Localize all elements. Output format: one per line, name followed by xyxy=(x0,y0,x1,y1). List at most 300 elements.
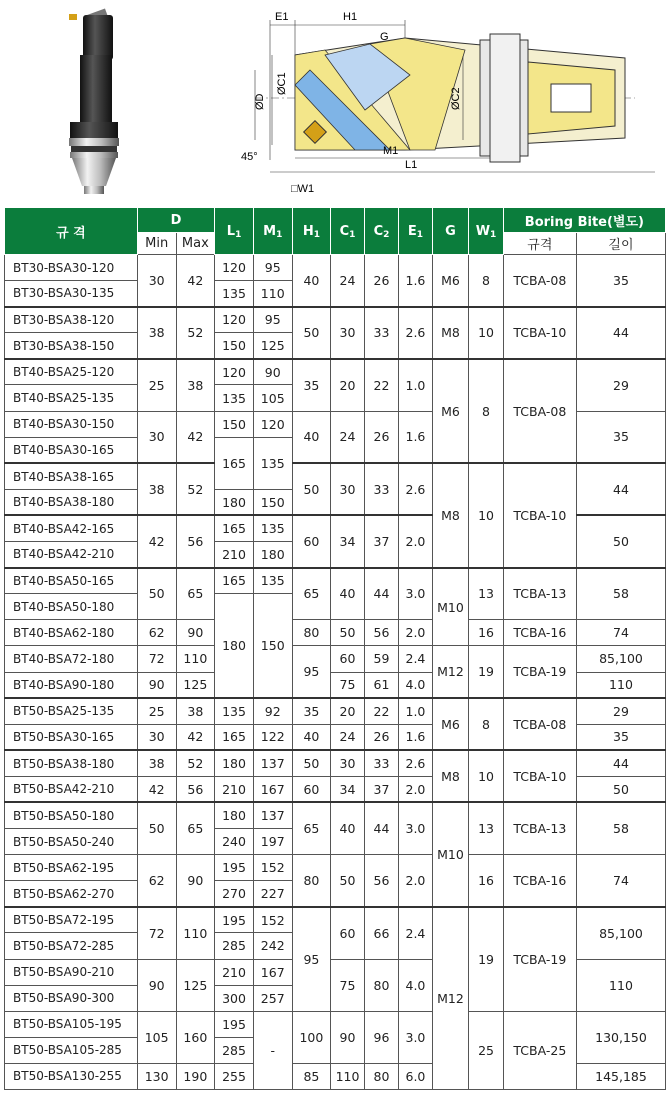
cell-l1: 165 xyxy=(215,515,254,541)
cell-bite: TCBA-10 xyxy=(503,463,576,567)
cell-dmax: 65 xyxy=(176,802,215,854)
cell-dmin: 30 xyxy=(137,255,176,307)
cell-c2: 26 xyxy=(364,411,399,463)
cell-model: BT50-BSA30-165 xyxy=(5,724,138,750)
cell-h1: 35 xyxy=(292,359,331,411)
cell-bite: TCBA-16 xyxy=(503,855,576,907)
cell-l1: 195 xyxy=(215,855,254,881)
cell-w1: 16 xyxy=(469,855,504,907)
cell-dmin: 38 xyxy=(137,463,176,515)
cell-e1: 2.0 xyxy=(399,515,432,567)
cell-l1: 285 xyxy=(215,1037,254,1063)
cell-c2: 44 xyxy=(364,568,399,620)
cell-l1: 135 xyxy=(215,281,254,307)
cell-dmin: 90 xyxy=(137,672,176,698)
cell-g: M12 xyxy=(432,646,469,698)
cell-m1: 242 xyxy=(253,933,292,959)
cell-len: 44 xyxy=(576,307,665,359)
header-d: D xyxy=(137,208,214,233)
cell-w1: 16 xyxy=(469,620,504,646)
cell-c2: 59 xyxy=(364,646,399,672)
cell-e1: 4.0 xyxy=(399,959,432,1011)
cell-m1: 135 xyxy=(253,568,292,594)
cell-e1: 1.6 xyxy=(399,411,432,463)
cell-c1: 110 xyxy=(331,1063,364,1089)
cell-e1: 2.6 xyxy=(399,463,432,515)
cell-len: 85,100 xyxy=(576,646,665,672)
cell-h1: 100 xyxy=(292,1011,331,1063)
cell-l1: 240 xyxy=(215,829,254,855)
cell-dmax: 52 xyxy=(176,307,215,359)
cell-model: BT50-BSA50-240 xyxy=(5,829,138,855)
cell-c1: 75 xyxy=(331,959,364,1011)
label-phi-d: ØD xyxy=(254,93,266,110)
cell-c1: 20 xyxy=(331,698,364,724)
cell-e1: 1.0 xyxy=(399,698,432,724)
cell-dmax: 52 xyxy=(176,750,215,776)
cell-e1: 2.0 xyxy=(399,620,432,646)
cell-m1: - xyxy=(253,1011,292,1089)
header-m1: $M_1$ xyxy=(253,208,292,255)
cell-c1: 34 xyxy=(331,515,364,567)
cell-g: M6 xyxy=(432,698,469,750)
cell-l1: 255 xyxy=(215,1063,254,1089)
cell-l1: 165 xyxy=(215,724,254,750)
cell-w1: 10 xyxy=(469,463,504,567)
cell-l1: 135 xyxy=(215,698,254,724)
cell-l1: 150 xyxy=(215,333,254,359)
cell-c2: 22 xyxy=(364,698,399,724)
cell-c1: 30 xyxy=(331,750,364,776)
cell-bite: TCBA-10 xyxy=(503,750,576,802)
cell-len: 44 xyxy=(576,750,665,776)
cell-len: 130,150 xyxy=(576,1011,665,1063)
cell-model: BT30-BSA30-120 xyxy=(5,255,138,281)
cell-m1: 135 xyxy=(253,515,292,541)
cell-model: BT40-BSA30-165 xyxy=(5,437,138,463)
cell-model: BT40-BSA50-165 xyxy=(5,568,138,594)
cell-h1: 80 xyxy=(292,620,331,646)
cell-c1: 30 xyxy=(331,463,364,515)
cell-c1: 24 xyxy=(331,255,364,307)
cell-len: 29 xyxy=(576,359,665,411)
cell-m1: 167 xyxy=(253,959,292,985)
cell-dmax: 125 xyxy=(176,672,215,698)
cell-l1: 120 xyxy=(215,255,254,281)
cell-l1: 165 xyxy=(215,437,254,489)
cell-e1: 3.0 xyxy=(399,802,432,854)
cell-model: BT50-BSA42-210 xyxy=(5,776,138,802)
cell-l1: 150 xyxy=(215,411,254,437)
cell-m1: 135 xyxy=(253,437,292,489)
cell-c1: 20 xyxy=(331,359,364,411)
cell-len: 35 xyxy=(576,724,665,750)
cell-e1: 2.4 xyxy=(399,907,432,959)
cell-len: 44 xyxy=(576,463,665,515)
header-l1: $L_1$ xyxy=(215,208,254,255)
cell-w1: 10 xyxy=(469,750,504,802)
label-phi-c1: ØC1 xyxy=(276,72,288,95)
cell-c2: 37 xyxy=(364,515,399,567)
cell-dmin: 72 xyxy=(137,907,176,959)
cell-model: BT50-BSA90-210 xyxy=(5,959,138,985)
cell-m1: 95 xyxy=(253,307,292,333)
table-row xyxy=(5,698,666,724)
cell-len: 74 xyxy=(576,620,665,646)
table-row xyxy=(5,855,666,881)
cell-h1: 95 xyxy=(292,907,331,1011)
cell-h1: 40 xyxy=(292,255,331,307)
cell-bite: TCBA-19 xyxy=(503,907,576,1011)
cell-model: BT50-BSA90-300 xyxy=(5,985,138,1011)
cell-bite: TCBA-16 xyxy=(503,620,576,646)
cell-len: 58 xyxy=(576,802,665,854)
cell-w1: 19 xyxy=(469,907,504,1011)
cell-m1: 120 xyxy=(253,411,292,437)
header-e1: $E_1$ xyxy=(399,208,432,255)
cell-m1: 180 xyxy=(253,542,292,568)
cell-e1: 3.0 xyxy=(399,1011,432,1063)
cell-m1: 152 xyxy=(253,855,292,881)
cell-l1: 180 xyxy=(215,594,254,698)
cell-dmax: 42 xyxy=(176,411,215,463)
cell-len: 35 xyxy=(576,411,665,463)
cell-c1: 24 xyxy=(331,411,364,463)
cell-h1: 85 xyxy=(292,1063,331,1089)
cell-dmax: 56 xyxy=(176,776,215,802)
cell-model: BT40-BSA25-120 xyxy=(5,359,138,385)
cell-h1: 80 xyxy=(292,855,331,907)
cell-l1: 135 xyxy=(215,385,254,411)
cell-m1: 167 xyxy=(253,776,292,802)
label-l1: L1 xyxy=(405,159,418,171)
illustration-area xyxy=(0,0,670,205)
cell-dmax: 52 xyxy=(176,463,215,515)
cell-len: 35 xyxy=(576,255,665,307)
cell-l1: 300 xyxy=(215,985,254,1011)
cell-dmax: 38 xyxy=(176,359,215,411)
label-phi-c2: ØC2 xyxy=(450,87,462,110)
table-row xyxy=(5,750,666,776)
header-boring-bite: Boring Bite(별도) xyxy=(503,208,665,233)
cell-model: BT50-BSA62-195 xyxy=(5,855,138,881)
cell-c1: 30 xyxy=(331,307,364,359)
cell-c2: 26 xyxy=(364,255,399,307)
cell-c2: 33 xyxy=(364,307,399,359)
label-h1: H1 xyxy=(343,11,358,23)
table-body xyxy=(5,255,666,1090)
cell-w1: 8 xyxy=(469,359,504,463)
cell-m1: 92 xyxy=(253,698,292,724)
cell-dmin: 42 xyxy=(137,776,176,802)
cell-w1: 19 xyxy=(469,646,504,698)
cell-len: 50 xyxy=(576,515,665,567)
cell-e1: 2.0 xyxy=(399,776,432,802)
cell-dmax: 90 xyxy=(176,620,215,646)
cell-c2: 22 xyxy=(364,359,399,411)
cell-dmin: 62 xyxy=(137,620,176,646)
cell-h1: 65 xyxy=(292,802,331,854)
cell-bite: TCBA-13 xyxy=(503,568,576,620)
header-d-min: Min xyxy=(137,233,176,255)
cell-model: BT40-BSA38-165 xyxy=(5,463,138,489)
cell-c2: 61 xyxy=(364,672,399,698)
cell-c1: 34 xyxy=(331,776,364,802)
cell-c2: 33 xyxy=(364,750,399,776)
cell-m1: 257 xyxy=(253,985,292,1011)
cell-h1: 50 xyxy=(292,750,331,776)
cell-model: BT40-BSA90-180 xyxy=(5,672,138,698)
cell-m1: 122 xyxy=(253,724,292,750)
cell-dmin: 105 xyxy=(137,1011,176,1063)
cell-m1: 90 xyxy=(253,359,292,385)
cell-h1: 50 xyxy=(292,307,331,359)
cell-model: BT40-BSA62-180 xyxy=(5,620,138,646)
cell-c1: 60 xyxy=(331,646,364,672)
cell-g: M8 xyxy=(432,750,469,802)
cell-len: 85,100 xyxy=(576,907,665,959)
header-h1: $H_1$ xyxy=(292,208,331,255)
cell-model: BT50-BSA50-180 xyxy=(5,802,138,828)
table-row xyxy=(5,802,666,828)
cell-len: 110 xyxy=(576,672,665,698)
cell-c2: 66 xyxy=(364,907,399,959)
cell-model: BT50-BSA72-195 xyxy=(5,907,138,933)
cell-c1: 24 xyxy=(331,724,364,750)
cell-bite: TCBA-10 xyxy=(503,307,576,359)
cell-e1: 3.0 xyxy=(399,568,432,620)
header-c2: $C_2$ xyxy=(364,208,399,255)
cell-h1: 95 xyxy=(292,646,331,698)
cell-l1: 180 xyxy=(215,750,254,776)
cell-dmin: 50 xyxy=(137,568,176,620)
cell-e1: 1.6 xyxy=(399,255,432,307)
cell-c1: 40 xyxy=(331,568,364,620)
cell-model: BT40-BSA50-180 xyxy=(5,594,138,620)
cell-g: M8 xyxy=(432,307,469,359)
table-row xyxy=(5,359,666,385)
cell-c1: 50 xyxy=(331,855,364,907)
cell-e1: 6.0 xyxy=(399,1063,432,1089)
cell-len: 110 xyxy=(576,959,665,1011)
cell-g: M6 xyxy=(432,359,469,463)
cell-h1: 35 xyxy=(292,698,331,724)
cell-m1: 125 xyxy=(253,333,292,359)
cell-dmax: 110 xyxy=(176,646,215,672)
cell-l1: 210 xyxy=(215,542,254,568)
cell-e1: 2.6 xyxy=(399,307,432,359)
cell-model: BT40-BSA42-210 xyxy=(5,542,138,568)
cell-bite: TCBA-08 xyxy=(503,255,576,307)
cell-bite: TCBA-19 xyxy=(503,646,576,698)
cell-l1: 195 xyxy=(215,1011,254,1037)
cell-g: M8 xyxy=(432,463,469,567)
cell-h1: 60 xyxy=(292,515,331,567)
cell-h1: 65 xyxy=(292,568,331,620)
cell-m1: 150 xyxy=(253,594,292,698)
cell-g: M10 xyxy=(432,802,469,906)
cell-dmin: 25 xyxy=(137,359,176,411)
cell-dmax: 125 xyxy=(176,959,215,1011)
technical-drawing xyxy=(235,0,655,205)
cell-c1: 90 xyxy=(331,1011,364,1063)
cell-w1: 13 xyxy=(469,568,504,620)
cell-dmax: 38 xyxy=(176,698,215,724)
cell-bite: TCBA-25 xyxy=(503,1011,576,1089)
header-spec: 규 격 xyxy=(5,208,138,255)
cell-model: BT50-BSA72-285 xyxy=(5,933,138,959)
cell-dmin: 50 xyxy=(137,802,176,854)
cell-bite: TCBA-08 xyxy=(503,698,576,750)
cell-w1: 13 xyxy=(469,802,504,854)
cell-model: BT50-BSA38-180 xyxy=(5,750,138,776)
cell-c2: 37 xyxy=(364,776,399,802)
cell-l1: 210 xyxy=(215,776,254,802)
cell-len: 50 xyxy=(576,776,665,802)
cell-model: BT40-BSA72-180 xyxy=(5,646,138,672)
cell-w1: 25 xyxy=(469,1011,504,1089)
label-g: G xyxy=(380,31,389,43)
cell-dmin: 130 xyxy=(137,1063,176,1089)
cell-len: 74 xyxy=(576,855,665,907)
cell-c2: 56 xyxy=(364,620,399,646)
table-row xyxy=(5,1011,666,1037)
cell-l1: 165 xyxy=(215,568,254,594)
header-boring-spec: 규격 xyxy=(503,233,576,255)
cell-h1: 40 xyxy=(292,411,331,463)
cell-dmin: 30 xyxy=(137,411,176,463)
cell-h1: 60 xyxy=(292,776,331,802)
cell-e1: 1.6 xyxy=(399,724,432,750)
cell-m1: 137 xyxy=(253,750,292,776)
cell-dmax: 65 xyxy=(176,568,215,620)
cell-m1: 227 xyxy=(253,881,292,907)
cell-dmax: 110 xyxy=(176,907,215,959)
cell-model: BT50-BSA105-195 xyxy=(5,1011,138,1037)
cell-l1: 180 xyxy=(215,489,254,515)
cell-c1: 75 xyxy=(331,672,364,698)
cell-e1: 2.4 xyxy=(399,646,432,672)
cell-l1: 180 xyxy=(215,802,254,828)
cell-dmin: 38 xyxy=(137,750,176,776)
table-row xyxy=(5,620,666,646)
cell-dmin: 42 xyxy=(137,515,176,567)
cell-c2: 44 xyxy=(364,802,399,854)
label-angle: 45° xyxy=(241,151,258,163)
header-d-max: Max xyxy=(176,233,215,255)
cell-model: BT40-BSA42-165 xyxy=(5,515,138,541)
cell-dmin: 62 xyxy=(137,855,176,907)
header-g: G xyxy=(432,208,469,255)
cell-m1: 137 xyxy=(253,802,292,828)
cell-dmax: 42 xyxy=(176,724,215,750)
cell-l1: 210 xyxy=(215,959,254,985)
cell-l1: 120 xyxy=(215,307,254,333)
cell-m1: 105 xyxy=(253,385,292,411)
cell-model: BT50-BSA25-135 xyxy=(5,698,138,724)
cell-model: BT30-BSA30-135 xyxy=(5,281,138,307)
table-row xyxy=(5,907,666,933)
cell-l1: 120 xyxy=(215,359,254,385)
cell-len: 58 xyxy=(576,568,665,620)
cell-g: M6 xyxy=(432,255,469,307)
cell-h1: 40 xyxy=(292,724,331,750)
cell-c2: 33 xyxy=(364,463,399,515)
cell-l1: 195 xyxy=(215,907,254,933)
cell-dmin: 30 xyxy=(137,724,176,750)
cell-dmin: 72 xyxy=(137,646,176,672)
label-e1: E1 xyxy=(275,11,289,23)
cell-g: M10 xyxy=(432,568,469,646)
cell-dmax: 90 xyxy=(176,855,215,907)
cell-m1: 150 xyxy=(253,489,292,515)
table-row xyxy=(5,307,666,333)
cell-dmin: 90 xyxy=(137,959,176,1011)
cell-h1: 50 xyxy=(292,463,331,515)
cell-dmax: 56 xyxy=(176,515,215,567)
cell-w1: 8 xyxy=(469,255,504,307)
cell-dmax: 160 xyxy=(176,1011,215,1063)
specification-table xyxy=(4,207,666,1090)
cell-dmax: 42 xyxy=(176,255,215,307)
cell-w1: 8 xyxy=(469,698,504,750)
cell-model: BT40-BSA38-180 xyxy=(5,489,138,515)
cell-g: M12 xyxy=(432,907,469,1090)
cell-len: 145,185 xyxy=(576,1063,665,1089)
cell-w1: 10 xyxy=(469,307,504,359)
cell-dmin: 25 xyxy=(137,698,176,724)
cell-bite: TCBA-13 xyxy=(503,802,576,854)
cell-model: BT40-BSA30-150 xyxy=(5,411,138,437)
cell-e1: 1.0 xyxy=(399,359,432,411)
cell-m1: 95 xyxy=(253,255,292,281)
cell-c2: 80 xyxy=(364,1063,399,1089)
cell-m1: 197 xyxy=(253,829,292,855)
cell-e1: 2.0 xyxy=(399,855,432,907)
cell-c2: 80 xyxy=(364,959,399,1011)
tool-holder-photo xyxy=(40,0,190,205)
label-m1: M1 xyxy=(383,145,399,157)
cell-c1: 50 xyxy=(331,620,364,646)
table-row xyxy=(5,463,666,489)
cell-len: 29 xyxy=(576,698,665,724)
cell-dmax: 190 xyxy=(176,1063,215,1089)
cell-e1: 4.0 xyxy=(399,672,432,698)
cell-c1: 40 xyxy=(331,802,364,854)
cell-model: BT30-BSA38-150 xyxy=(5,333,138,359)
cell-l1: 285 xyxy=(215,933,254,959)
cell-model: BT50-BSA130-255 xyxy=(5,1063,138,1089)
cell-l1: 270 xyxy=(215,881,254,907)
cell-c2: 96 xyxy=(364,1011,399,1063)
table-row xyxy=(5,255,666,281)
cell-model: BT50-BSA105-285 xyxy=(5,1037,138,1063)
label-w1: □W1 xyxy=(291,183,315,195)
header-w1: $W_1$ xyxy=(469,208,504,255)
cell-dmin: 38 xyxy=(137,307,176,359)
cell-e1: 2.6 xyxy=(399,750,432,776)
header-c1: $C_1$ xyxy=(331,208,364,255)
cell-model: BT30-BSA38-120 xyxy=(5,307,138,333)
cell-m1: 110 xyxy=(253,281,292,307)
cell-m1: 152 xyxy=(253,907,292,933)
cell-bite: TCBA-08 xyxy=(503,359,576,463)
table-row xyxy=(5,568,666,594)
cell-c2: 56 xyxy=(364,855,399,907)
header-boring-length: 길이 xyxy=(576,233,665,255)
cell-c2: 26 xyxy=(364,724,399,750)
table-row xyxy=(5,646,666,672)
